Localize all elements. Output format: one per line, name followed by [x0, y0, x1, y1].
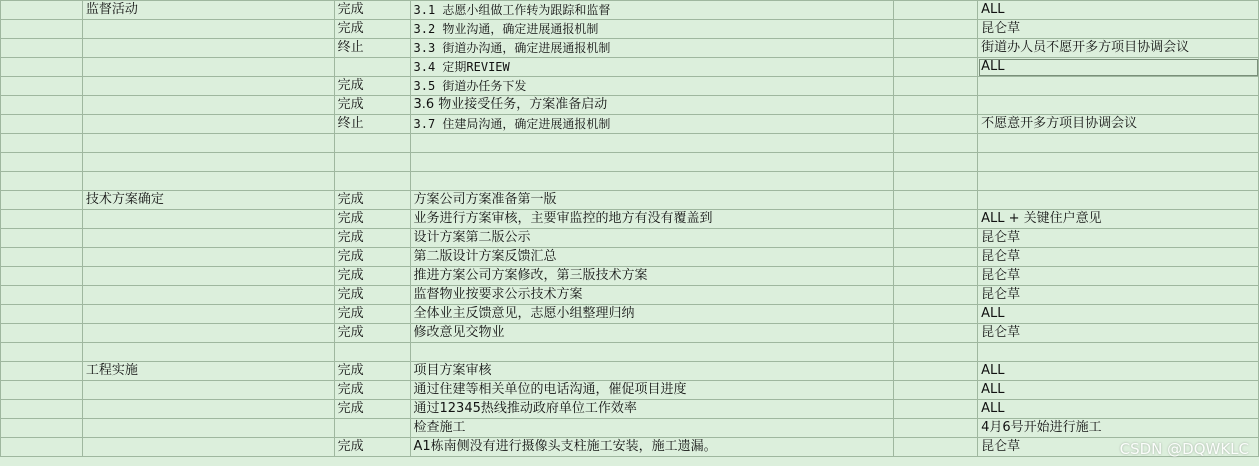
category-cell[interactable]: [82, 115, 334, 134]
table-row: [1, 191, 1259, 210]
category-cell[interactable]: [82, 438, 334, 457]
table-row: [1, 96, 1259, 115]
row-header-cell[interactable]: [1, 96, 83, 115]
row-header-cell[interactable]: [1, 153, 83, 172]
row-header-cell[interactable]: [1, 400, 83, 419]
table-row: [1, 381, 1259, 400]
row-header-cell[interactable]: [1, 191, 83, 210]
empty-cell[interactable]: [894, 96, 978, 115]
row-header-cell[interactable]: [1, 343, 83, 362]
table-row: [1, 248, 1259, 267]
status-cell[interactable]: 完成: [334, 229, 410, 248]
owner-cell[interactable]: 昆仑草: [978, 324, 1259, 343]
row-header-cell[interactable]: [1, 438, 83, 457]
watermark: CSDN @DQWKLC: [1119, 440, 1249, 458]
table-row: [1, 362, 1259, 381]
row-header-cell[interactable]: [1, 134, 83, 153]
task-cell[interactable]: [410, 134, 894, 153]
row-header-cell[interactable]: [1, 305, 83, 324]
row-header-cell[interactable]: [1, 58, 83, 77]
category-cell[interactable]: [82, 305, 334, 324]
empty-cell[interactable]: [894, 286, 978, 305]
task-cell[interactable]: 通过住建等相关单位的电话沟通，催促项目进度: [410, 381, 894, 400]
empty-cell[interactable]: [894, 419, 978, 438]
owner-cell[interactable]: ALL: [978, 58, 1259, 77]
task-cell[interactable]: 通过12345热线推动政府单位工作效率: [410, 400, 894, 419]
status-cell[interactable]: 完成: [334, 362, 410, 381]
status-cell[interactable]: 完成: [334, 210, 410, 229]
category-cell[interactable]: [82, 210, 334, 229]
empty-cell[interactable]: [894, 172, 978, 191]
category-cell[interactable]: [82, 400, 334, 419]
table-row: [1, 210, 1259, 229]
category-cell[interactable]: [82, 324, 334, 343]
task-cell[interactable]: 3.6 物业接受任务，方案准备启动: [410, 96, 894, 115]
status-cell[interactable]: 完成: [334, 20, 410, 39]
empty-cell[interactable]: [894, 343, 978, 362]
empty-cell[interactable]: [894, 362, 978, 381]
category-cell[interactable]: [82, 248, 334, 267]
row-header-cell[interactable]: [1, 229, 83, 248]
empty-cell[interactable]: [894, 305, 978, 324]
task-cell[interactable]: 检查施工: [410, 419, 894, 438]
task-cell[interactable]: 修改意见交物业: [410, 324, 894, 343]
status-cell[interactable]: 完成: [334, 438, 410, 457]
owner-cell[interactable]: 4月6号开始进行施工: [978, 419, 1259, 438]
table-row: [1, 134, 1259, 153]
category-cell[interactable]: [82, 20, 334, 39]
task-cell[interactable]: [410, 343, 894, 362]
empty-cell[interactable]: [894, 267, 978, 286]
category-cell[interactable]: [82, 153, 334, 172]
row-header-cell[interactable]: [1, 324, 83, 343]
empty-cell[interactable]: [894, 191, 978, 210]
category-cell[interactable]: [82, 39, 334, 58]
status-cell[interactable]: 终止: [334, 115, 410, 134]
empty-cell[interactable]: [894, 381, 978, 400]
owner-cell[interactable]: ALL: [978, 381, 1259, 400]
status-cell[interactable]: 终止: [334, 39, 410, 58]
task-cell[interactable]: 3.2 物业沟通，确定进展通报机制: [410, 20, 894, 39]
owner-cell[interactable]: [978, 134, 1259, 153]
category-cell[interactable]: [82, 96, 334, 115]
category-cell[interactable]: [82, 343, 334, 362]
empty-cell[interactable]: [894, 400, 978, 419]
table-row: [1, 1, 1259, 20]
task-cell[interactable]: [410, 153, 894, 172]
row-header-cell[interactable]: [1, 77, 83, 96]
task-cell[interactable]: 3.3 街道办沟通，确定进展通报机制: [410, 39, 894, 58]
task-cell[interactable]: 3.4 定期REVIEW: [410, 58, 894, 77]
empty-cell[interactable]: [894, 248, 978, 267]
category-cell[interactable]: [82, 381, 334, 400]
table-row: [1, 58, 1259, 77]
row-header-cell[interactable]: [1, 381, 83, 400]
owner-cell[interactable]: 昆仑草: [978, 20, 1259, 39]
table-row: [1, 267, 1259, 286]
status-cell[interactable]: [334, 58, 410, 77]
owner-cell[interactable]: [978, 77, 1259, 96]
row-header-cell[interactable]: [1, 362, 83, 381]
owner-cell[interactable]: 昆仑草: [978, 267, 1259, 286]
category-cell[interactable]: [82, 134, 334, 153]
task-cell[interactable]: 3.7 住建局沟通，确定进展通报机制: [410, 115, 894, 134]
task-cell[interactable]: 方案公司方案准备第一版: [410, 191, 894, 210]
row-header-cell[interactable]: [1, 267, 83, 286]
row-header-cell[interactable]: [1, 210, 83, 229]
status-cell[interactable]: 完成: [334, 305, 410, 324]
owner-cell[interactable]: [978, 191, 1259, 210]
table-row: [1, 324, 1259, 343]
owner-cell[interactable]: 街道办人员不愿开多方项目协调会议: [978, 39, 1259, 58]
category-cell[interactable]: 技术方案确定: [82, 191, 334, 210]
table-row: [1, 229, 1259, 248]
category-cell[interactable]: 工程实施: [82, 362, 334, 381]
empty-cell[interactable]: [894, 39, 978, 58]
table-row: [1, 286, 1259, 305]
owner-cell[interactable]: ALL: [978, 400, 1259, 419]
category-cell[interactable]: [82, 267, 334, 286]
task-cell[interactable]: 全体业主反馈意见，志愿小组整理归纳: [410, 305, 894, 324]
row-header-cell[interactable]: [1, 248, 83, 267]
category-cell[interactable]: [82, 229, 334, 248]
status-cell[interactable]: 完成: [334, 96, 410, 115]
category-cell[interactable]: [82, 419, 334, 438]
empty-cell[interactable]: [894, 438, 978, 457]
task-cell[interactable]: A1栋南侧没有进行摄像头支柱施工安装，施工遗漏。: [410, 438, 894, 457]
table-row: [1, 305, 1259, 324]
row-header-cell[interactable]: [1, 286, 83, 305]
category-cell[interactable]: [82, 58, 334, 77]
status-cell[interactable]: [334, 419, 410, 438]
table-row: [1, 343, 1259, 362]
task-cell[interactable]: 第二版设计方案反馈汇总: [410, 248, 894, 267]
table-row: [1, 39, 1259, 58]
task-cell[interactable]: 监督物业按要求公示技术方案: [410, 286, 894, 305]
table-row: [1, 400, 1259, 419]
table-row: [1, 438, 1259, 457]
empty-cell[interactable]: [894, 210, 978, 229]
status-cell[interactable]: [334, 134, 410, 153]
row-header-cell[interactable]: [1, 419, 83, 438]
owner-cell[interactable]: [978, 343, 1259, 362]
row-header-cell[interactable]: [1, 115, 83, 134]
table-row: [1, 172, 1259, 191]
owner-cell[interactable]: ALL: [978, 1, 1259, 20]
category-cell[interactable]: [82, 77, 334, 96]
owner-cell[interactable]: 不愿意开多方项目协调会议: [978, 115, 1259, 134]
task-cell[interactable]: 项目方案审核: [410, 362, 894, 381]
status-cell[interactable]: 完成: [334, 324, 410, 343]
status-cell[interactable]: 完成: [334, 400, 410, 419]
status-cell[interactable]: [334, 153, 410, 172]
grid-body: [1, 1, 1259, 457]
status-cell[interactable]: 完成: [334, 77, 410, 96]
empty-cell[interactable]: [894, 1, 978, 20]
table-row: [1, 115, 1259, 134]
owner-cell[interactable]: ALL: [978, 362, 1259, 381]
owner-cell[interactable]: ALL + 关键住户意见: [978, 210, 1259, 229]
task-cell[interactable]: 业务进行方案审核，主要审监控的地方有没有覆盖到: [410, 210, 894, 229]
table-row: [1, 153, 1259, 172]
row-header-cell[interactable]: [1, 1, 83, 20]
status-cell[interactable]: 完成: [334, 248, 410, 267]
task-cell[interactable]: 3.1 志愿小组做工作转为跟踪和监督: [410, 1, 894, 20]
table-row: [1, 419, 1259, 438]
status-cell[interactable]: [334, 172, 410, 191]
row-header-cell[interactable]: [1, 39, 83, 58]
table-row: [1, 20, 1259, 39]
owner-cell[interactable]: 昆仑草: [978, 248, 1259, 267]
status-cell[interactable]: 完成: [334, 381, 410, 400]
empty-cell[interactable]: [894, 134, 978, 153]
empty-cell[interactable]: [894, 115, 978, 134]
task-cell[interactable]: 设计方案第二版公示: [410, 229, 894, 248]
empty-cell[interactable]: [894, 153, 978, 172]
row-header-cell[interactable]: [1, 172, 83, 191]
empty-cell[interactable]: [894, 324, 978, 343]
category-cell[interactable]: 监督活动: [82, 1, 334, 20]
empty-cell[interactable]: [894, 58, 978, 77]
owner-cell[interactable]: 昆仑草: [978, 438, 1259, 457]
task-cell[interactable]: 3.5 街道办任务下发: [410, 77, 894, 96]
status-cell[interactable]: 完成: [334, 267, 410, 286]
owner-cell[interactable]: 昆仑草: [978, 229, 1259, 248]
status-cell[interactable]: 完成: [334, 1, 410, 20]
task-cell[interactable]: [410, 172, 894, 191]
owner-cell[interactable]: [978, 96, 1259, 115]
status-cell[interactable]: 完成: [334, 286, 410, 305]
table-row: [1, 77, 1259, 96]
category-cell[interactable]: [82, 172, 334, 191]
status-cell[interactable]: 完成: [334, 191, 410, 210]
empty-cell[interactable]: [894, 229, 978, 248]
owner-cell[interactable]: ALL: [978, 305, 1259, 324]
empty-cell[interactable]: [894, 77, 978, 96]
owner-cell[interactable]: [978, 172, 1259, 191]
owner-cell[interactable]: [978, 153, 1259, 172]
category-cell[interactable]: [82, 286, 334, 305]
task-cell[interactable]: 推进方案公司方案修改，第三版技术方案: [410, 267, 894, 286]
status-cell[interactable]: [334, 343, 410, 362]
owner-cell[interactable]: 昆仑草: [978, 286, 1259, 305]
empty-cell[interactable]: [894, 20, 978, 39]
row-header-cell[interactable]: [1, 20, 83, 39]
